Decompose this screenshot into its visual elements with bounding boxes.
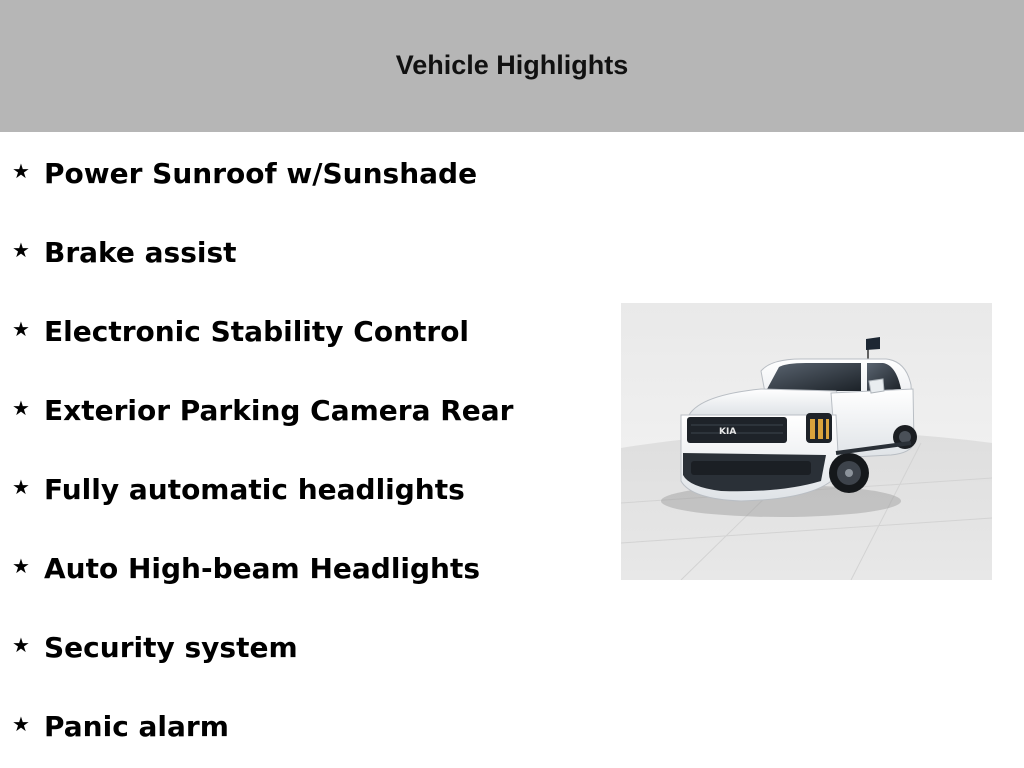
feature-label: Power Sunroof w/Sunshade xyxy=(44,157,478,190)
star-icon: ★ xyxy=(12,396,30,420)
feature-item xyxy=(12,157,477,191)
star-icon: ★ xyxy=(12,317,30,341)
feature-label: Exterior Parking Camera Rear xyxy=(44,394,514,427)
star-icon: ★ xyxy=(12,633,30,657)
star-icon: ★ xyxy=(12,159,30,183)
feature-label: Fully automatic headlights xyxy=(44,473,465,506)
star-icon: ★ xyxy=(12,238,30,262)
feature-item xyxy=(12,394,514,428)
feature-item xyxy=(12,236,237,270)
feature-label: Auto High-beam Headlights xyxy=(44,552,481,585)
feature-item xyxy=(12,473,465,507)
star-icon: ★ xyxy=(12,554,30,578)
feature-item xyxy=(12,315,469,349)
vehicle-photo xyxy=(621,303,992,580)
feature-label: Electronic Stability Control xyxy=(44,315,470,348)
star-icon: ★ xyxy=(12,475,30,499)
feature-label: Panic alarm xyxy=(44,710,229,743)
feature-item xyxy=(12,552,480,586)
feature-label: Security system xyxy=(44,631,298,664)
badge-text: KIA xyxy=(719,427,737,437)
feature-item xyxy=(12,631,298,665)
feature-item xyxy=(12,710,229,744)
header-bar xyxy=(0,0,1024,132)
page-title: Vehicle Highlights xyxy=(395,49,629,80)
feature-label: Brake assist xyxy=(44,236,237,269)
star-icon: ★ xyxy=(12,712,30,736)
